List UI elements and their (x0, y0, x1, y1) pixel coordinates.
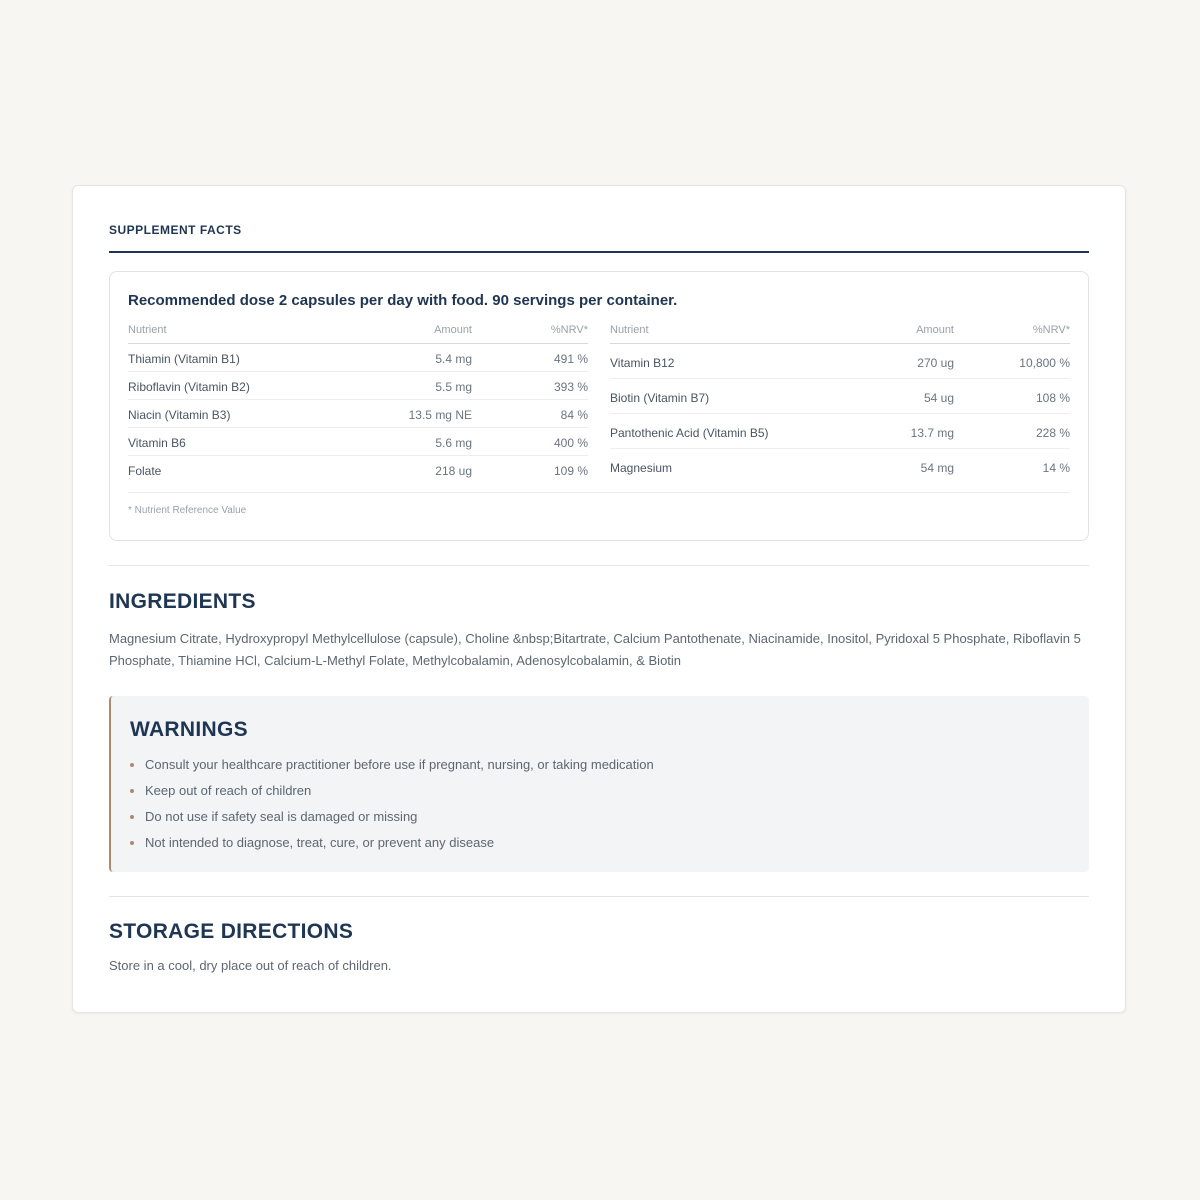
table-row (128, 400, 588, 428)
warnings-list (130, 756, 1070, 851)
table-header-row (610, 322, 1070, 344)
nutrient-name: Folate (128, 464, 162, 478)
nutrient-name: Vitamin B12 (610, 344, 850, 379)
nutrient-nrv: 84 % (472, 400, 588, 428)
table-row (128, 456, 588, 484)
section-divider (109, 896, 1089, 897)
nutrient-nrv: 109 % (553, 464, 588, 478)
supplement-facts-title: SUPPLEMENT FACTS (109, 223, 1089, 253)
list-item (130, 808, 1070, 825)
column-header-nrv: %NRV* (954, 322, 1070, 344)
nutrient-nrv: 393 % (472, 372, 588, 400)
column-header-nutrient: Nutrient (128, 322, 368, 344)
nutrient-name: Biotin (Vitamin B7) (610, 379, 850, 414)
nrv-footnote: * Nutrient Reference Value (128, 505, 247, 516)
nutrient-name: Pantothenic Acid (Vitamin B5) (610, 414, 850, 449)
supplement-facts-panel (109, 271, 1089, 541)
nutrient-amount: 13.5 mg NE (368, 400, 472, 428)
nutrient-tables (128, 322, 1070, 483)
warnings-panel (109, 696, 1089, 872)
bullet-icon (130, 789, 134, 793)
nutrient-amount: 54 mg (920, 460, 954, 475)
nutrient-amount: 270 ug (850, 344, 954, 379)
table-row (128, 428, 588, 456)
nutrient-name: Niacin (Vitamin B3) (128, 400, 368, 428)
nutrient-amount: 13.7 mg (850, 414, 954, 449)
column-header-nutrient: Nutrient (610, 322, 850, 344)
dose-statement: Recommended dose 2 capsules per day with food. 90 servings per container. (128, 292, 678, 309)
table-row (610, 414, 1070, 449)
warning-text: Keep out of reach of children (145, 783, 312, 798)
nutrient-amount: 54 ug (850, 379, 954, 414)
warning-text: Not intended to diagnose, treat, cure, or prevent any disease (145, 835, 495, 850)
column-header-nrv: %NRV* (472, 322, 588, 344)
column-header-amount: Amount (850, 322, 954, 344)
table-row (610, 344, 1070, 379)
column-header-amount: Amount (368, 322, 472, 344)
nutrient-name: Thiamin (Vitamin B1) (128, 344, 368, 372)
list-item (130, 782, 1070, 799)
nutrient-amount: 5.5 mg (368, 372, 472, 400)
bullet-icon (130, 841, 134, 845)
ingredients-text: Magnesium Citrate, Hydroxypropyl Methylcellulose (capsule), Choline &nbsp;Bitartrate, Calcium Pantothenate, Niacinamide, Inositol, Pyridoxal 5 Phosphate, Riboflavin 5 Phosphate, Thiamine HCl, Calcium-L-Methyl Folate, Methylcobalamin, Adenosylcobalamin, & Biotin (109, 631, 1081, 668)
storage-heading: STORAGE DIRECTIONS (109, 920, 354, 943)
nutrient-name: Magnesium (610, 460, 673, 475)
table-row (610, 379, 1070, 414)
nutrient-amount: 218 ug (435, 464, 472, 478)
storage-text: Store in a cool, dry place out of reach of children. (109, 958, 392, 973)
table-header-row (128, 322, 588, 344)
nutrient-nrv: 10,800 % (954, 344, 1070, 379)
table-row (128, 344, 588, 372)
nutrient-amount: 5.6 mg (368, 428, 472, 456)
product-info-card (72, 185, 1126, 1013)
nutrient-table-left (128, 322, 588, 483)
warning-text: Consult your healthcare practitioner before use if pregnant, nursing, or taking medication (145, 757, 654, 772)
nutrient-amount: 5.4 mg (368, 344, 472, 372)
list-item (130, 834, 1070, 851)
list-item (130, 756, 1070, 773)
nutrient-nrv: 400 % (472, 428, 588, 456)
nutrient-name: Riboflavin (Vitamin B2) (128, 372, 368, 400)
nutrient-nrv: 491 % (472, 344, 588, 372)
nutrient-nrv: 14 % (1042, 460, 1070, 475)
footnote-divider (128, 492, 1070, 493)
nutrient-name: Vitamin B6 (128, 428, 368, 456)
warnings-heading: WARNINGS (130, 718, 248, 741)
nutrient-table-right (610, 322, 1070, 483)
nutrient-nrv: 108 % (954, 379, 1070, 414)
warning-text: Do not use if safety seal is damaged or missing (145, 809, 418, 824)
nutrient-nrv: 228 % (954, 414, 1070, 449)
bullet-icon (130, 815, 134, 819)
table-row (128, 372, 588, 400)
ingredients-heading: INGREDIENTS (109, 590, 256, 613)
section-divider (109, 565, 1089, 566)
table-row (610, 449, 1070, 483)
bullet-icon (130, 763, 134, 767)
